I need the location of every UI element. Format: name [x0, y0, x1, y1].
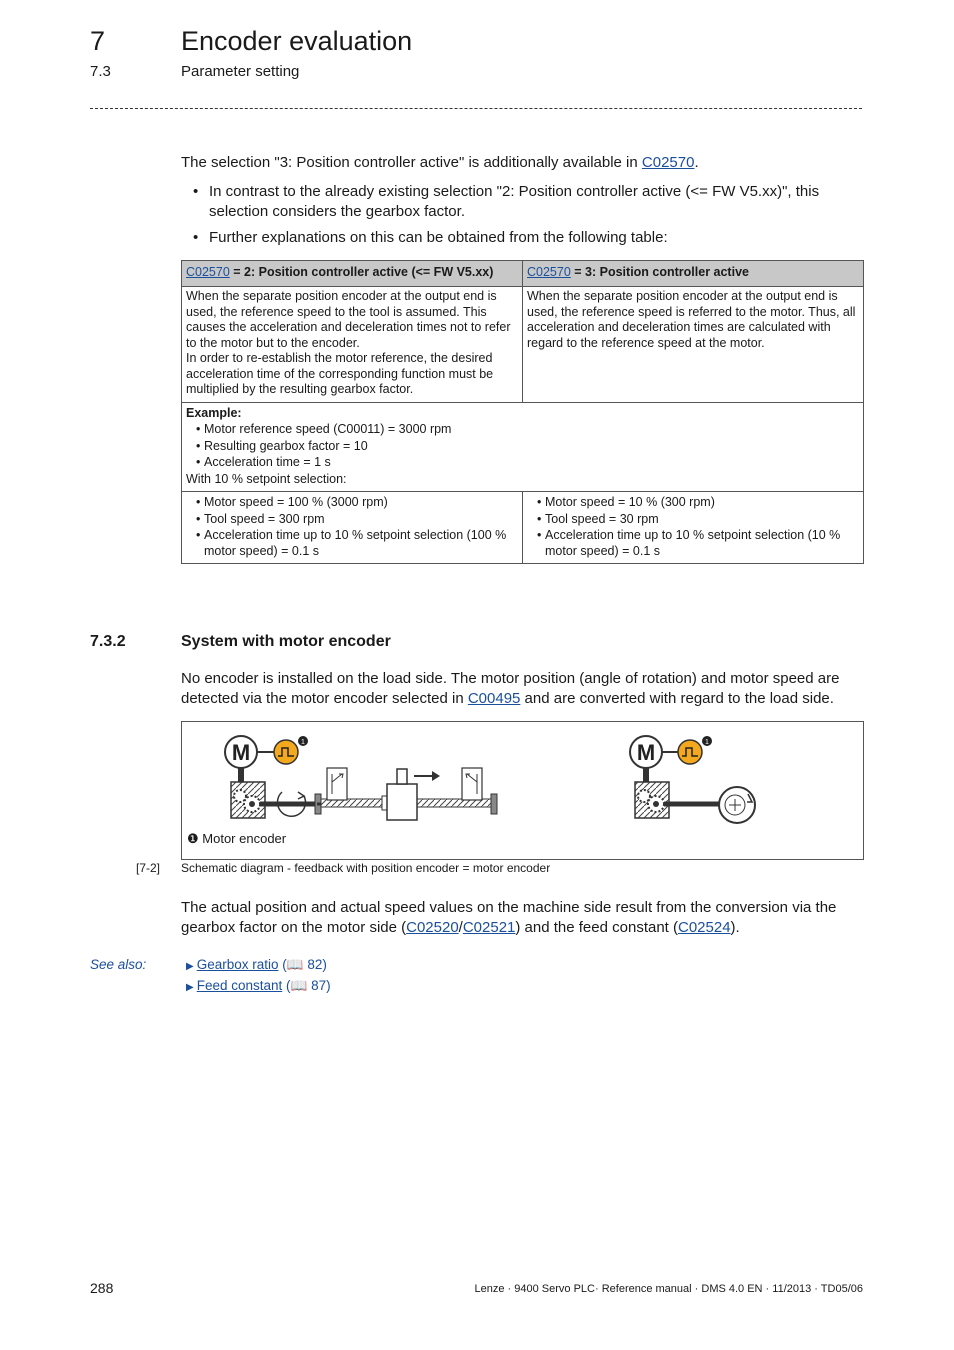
- para-text: ).: [730, 918, 740, 936]
- gearbox-icon-right: [635, 782, 669, 818]
- schematic-figure: [181, 721, 864, 860]
- header-text: = 2: Position controller active (<= FW V5.xx): [229, 265, 494, 279]
- bullet-dot: •: [193, 229, 199, 246]
- list-item: • Motor speed = 100 % (3000 rpm): [196, 495, 518, 511]
- comparison-table: [181, 260, 864, 564]
- c02570-link[interactable]: C02570: [527, 265, 571, 279]
- legend-text: Motor encoder: [202, 831, 287, 846]
- rotary-table-icon: [719, 787, 755, 823]
- cell-text: In order to re-establish the motor reference, the desired acceleration time of the corresponding function must be multiplied by the resulting gearbox factor.: [186, 351, 494, 396]
- page-number: 82: [307, 957, 323, 972]
- page-number: 87: [311, 978, 327, 993]
- motor-symbol-left: [225, 736, 257, 768]
- page-ref: (📖 87): [286, 978, 331, 993]
- figure-caption-number: [7-2]: [136, 861, 161, 875]
- conversion-paragraph: [181, 898, 863, 937]
- para-text: No encoder is installed on the load side. The motor position (angle of rotation) and motor speed are detected via the motor encoder selected in: [181, 670, 840, 707]
- encoder-icon-right: [678, 736, 712, 764]
- limit-switch-right: [462, 768, 482, 800]
- table-cell: When the separate position encoder at the output end is used, the reference speed is referred to the motor. Thus, all acceleration and deceleration times are calculated with regard to the reference speed at the motor.: [523, 287, 864, 403]
- svg-text:1: 1: [301, 739, 305, 746]
- table-cell: [182, 287, 523, 403]
- example-list: [186, 422, 859, 471]
- page-ref: (📖 82): [282, 957, 327, 972]
- section-number: 7.3: [90, 63, 111, 80]
- list-item: • Resulting gearbox factor = 10: [196, 439, 859, 455]
- list-item: • Acceleration time = 1 s: [196, 455, 859, 471]
- table-cell: [182, 492, 523, 564]
- figure-legend: [187, 831, 286, 847]
- page-number: 288: [90, 1280, 114, 1296]
- bullet-dot: •: [193, 183, 199, 200]
- bullet-text: Further explanations on this can be obtained from the following table:: [209, 229, 668, 246]
- table-cell-example: [182, 402, 864, 492]
- book-icon: 📖: [286, 957, 304, 972]
- bullet-item: [193, 182, 863, 222]
- arrow-right-icon: ▶: [186, 961, 194, 972]
- svg-text:M: M: [231, 740, 251, 765]
- figure-caption: Schematic diagram - feedback with position encoder = motor encoder: [181, 861, 551, 875]
- para-text: ) and the feed constant (: [515, 918, 678, 936]
- c02570-link[interactable]: C02570: [641, 154, 695, 171]
- see-also-label: See also:: [90, 957, 147, 972]
- list-item: • Motor speed = 10 % (300 rpm): [537, 495, 859, 511]
- c02570-link[interactable]: C02570: [186, 265, 230, 279]
- cell-text: When the separate position encoder at the output end is used, the reference speed to the tool is assumed. This causes the acceleration and deceleration times not to refer to the motor but to the encoder.: [186, 289, 511, 350]
- result-list: [527, 495, 859, 559]
- bullet-item: [193, 228, 863, 248]
- encoder-icon-left: [274, 736, 308, 764]
- motor-symbol-right: [630, 736, 662, 768]
- c00495-link[interactable]: C00495: [467, 689, 521, 707]
- footer-doc-info: Lenze · 9400 Servo PLC· Reference manual · DMS 4.0 EN · 11/2013 · TD05/06: [474, 1283, 863, 1295]
- table-row: [182, 402, 864, 492]
- header-text: = 3: Position controller active: [570, 265, 749, 279]
- table-row: [182, 492, 864, 564]
- see-also-link-feed[interactable]: [186, 978, 331, 994]
- intro-text: The selection "3: Position controller active" is additionally available in: [181, 154, 642, 171]
- book-icon: 📖: [290, 978, 308, 993]
- gearbox-icon-left: [231, 782, 265, 818]
- arrow-right-icon: ▶: [186, 982, 194, 993]
- result-list: [186, 495, 518, 559]
- c02524-link[interactable]: C02524: [678, 918, 731, 936]
- example-label: Example:: [186, 405, 242, 420]
- c02520-link[interactable]: C02520: [406, 918, 459, 936]
- motor-encoder-paragraph: [181, 669, 863, 708]
- list-item: • Acceleration time up to 10 % setpoint selection (10 % motor speed) = 0.1 s: [537, 528, 859, 559]
- list-item: • Acceleration time up to 10 % setpoint selection (100 % motor speed) = 0.1 s: [196, 528, 518, 559]
- bullet-text: In contrast to the already existing selection "2: Position controller active (<= FW V5.xx)", this selection considers the gearbox factor.: [209, 183, 820, 220]
- subsection-title: System with motor encoder: [181, 633, 391, 650]
- separator: /: [458, 918, 463, 936]
- header-divider: [90, 108, 862, 109]
- legend-marker: ❶: [187, 831, 199, 846]
- limit-switch-left: [327, 768, 347, 800]
- section-title: Parameter setting: [181, 63, 300, 80]
- table-header-col1: [182, 261, 523, 287]
- table-header-row: [182, 261, 864, 287]
- example-footer: With 10 % setpoint selection:: [186, 471, 347, 486]
- link-text[interactable]: Feed constant: [196, 978, 283, 993]
- chapter-number: 7: [90, 26, 106, 56]
- c02521-link[interactable]: C02521: [462, 918, 516, 936]
- para-text: The actual position and actual speed values on the machine side result from the conversion via the gearbox factor on the motor side (: [181, 899, 837, 936]
- link-text[interactable]: Gearbox ratio: [196, 957, 279, 972]
- para-text: and are converted with regard to the load side.: [520, 689, 834, 707]
- list-item: • Motor reference speed (C00011) = 3000 rpm: [196, 422, 859, 438]
- table-row: [182, 287, 864, 403]
- list-item: • Tool speed = 300 rpm: [196, 512, 518, 528]
- intro-text-end: .: [694, 154, 699, 171]
- intro-paragraph: [181, 153, 863, 173]
- subsection-number: 7.3.2: [90, 633, 126, 650]
- chapter-title: Encoder evaluation: [181, 26, 413, 56]
- see-also-link-gearbox[interactable]: [186, 957, 327, 973]
- table-header-col2: [523, 261, 864, 287]
- svg-text:1: 1: [705, 739, 709, 746]
- list-item: • Tool speed = 30 rpm: [537, 512, 859, 528]
- svg-text:M: M: [636, 740, 656, 765]
- table-cell: [523, 492, 864, 564]
